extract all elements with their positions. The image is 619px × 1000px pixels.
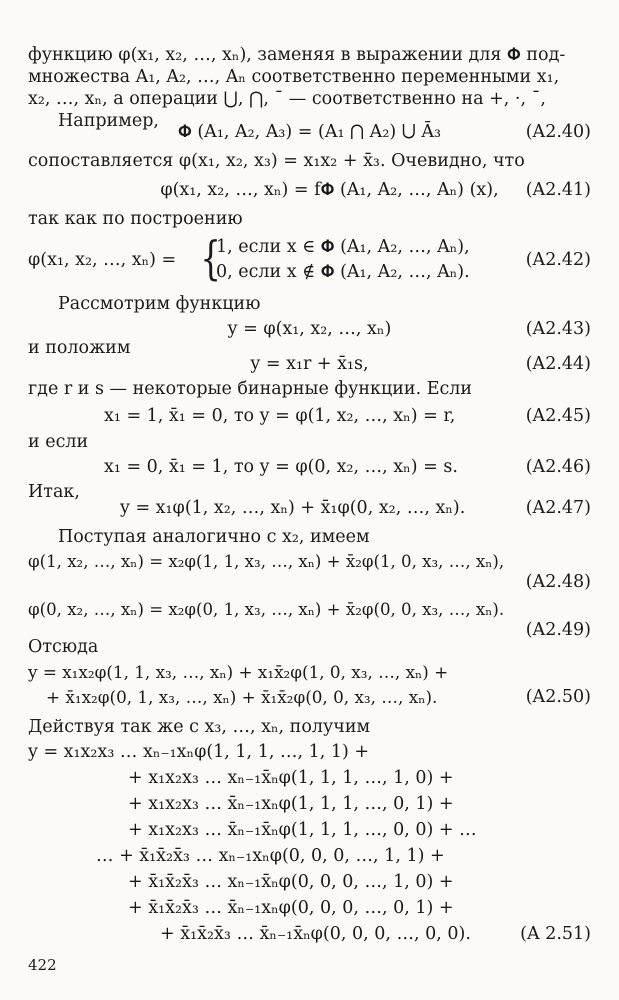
equation-a2-41 [28,179,591,201]
formula: y = x₁x₂φ(1, 1, x₃, …, xₙ) + x₁x̄₂φ(1, 0, x₃, …, xₙ) + [28,662,449,682]
text-line: Поступая аналогично с x₂, имеем [58,527,370,547]
equation-a2-51-last [28,923,591,945]
equation-a2-47 [28,497,591,519]
equation-a2-48 [28,551,591,573]
equation-number: (A2.46) [525,457,591,477]
text-line: Например, [58,111,159,131]
equation-a2-44 [28,353,591,375]
equation-number: (A2.49) [525,620,591,640]
equation-a2-51-line: + x₁x₂x₃ … x̄ₙ₋₁x̄ₙφ(1, 1, 1, …, 0, 0) + … [128,820,477,840]
equation-number: (A2.47) [525,498,591,518]
equation-a2-51-line: + x̄₁x̄₂x̄₃ … xₙ₋₁x̄ₙφ(0, 0, 0, …, 1, 0) + [128,872,454,892]
formula: x₁ = 1, x̄₁ = 0, то y = φ(1, x₂, …, xₙ) = r, [104,406,456,426]
equation-a2-40 [28,121,591,143]
equation-number: (A2.41) [525,180,591,200]
equation-a2-49 [28,599,591,621]
text-line: где r и s — некоторые бинарные функции. Если [28,379,473,399]
text-line: множества A₁, A₂, …, Aₙ соответственно переменными x₁, [28,67,560,87]
equation-number: (A 2.51) [520,924,591,944]
text-line: Отсюда [28,637,99,657]
formula: x₁ = 0, x̄₁ = 1, то y = φ(0, x₂, …, xₙ) = s. [104,457,458,477]
case-line: 1, если x ∈ 𝚽 (A₁, A₂, …, Aₙ), [216,237,470,257]
text-line: Итак, [28,482,80,502]
formula: + x̄₁x₂φ(0, 1, x₃, …, xₙ) + x̄₁x̄₂φ(0, 0, x₃, …, xₙ). [46,687,438,707]
text-line: и положим [28,338,131,358]
text-line: функцию φ(x₁, x₂, …, xₙ), заменяя в выражении для 𝚽 под- [28,45,566,65]
text-line: так как по построению [28,209,243,229]
formula: + x̄₁x̄₂x̄₃ … x̄ₙ₋₁x̄ₙφ(0, 0, 0, …, 0, 0). [160,924,471,944]
equation-number: (A2.44) [525,354,591,374]
curly-brace: { [200,231,221,285]
equation-a2-51-line: … + x̄₁x̄₂x̄₃ … xₙ₋₁xₙφ(0, 0, 0, …, 1, 1) + [96,846,445,866]
equation-a2-51-line: + x̄₁x̄₂x̄₃ … x̄ₙ₋₁xₙφ(0, 0, 0, …, 0, 1) + [128,898,454,918]
formula: y = x₁r + x̄₁s, [250,354,369,374]
equation-a2-50-line1 [28,661,591,683]
equation-a2-46 [28,456,591,478]
equation-a2-50-line2 [28,686,591,708]
text-line: сопоставляется φ(x₁, x₂, x₃) = x₁x₂ + x̄₃. Очевидно, что [28,151,525,171]
page-number: 422 [28,956,57,974]
formula: y = φ(x₁, x₂, …, xₙ) [227,319,392,339]
equation-a2-42 [28,231,591,285]
formula-lhs: φ(x₁, x₂, …, xₙ) = [28,250,177,270]
formula: φ(0, x₂, …, xₙ) = x₂φ(0, 1, x₃, …, xₙ) + x̄₂φ(0, 0, x₃, …, xₙ). [28,600,505,619]
equation-number: (A2.42) [525,250,591,270]
equation-a2-51-line: y = x₁x₂x₃ … xₙ₋₁xₙφ(1, 1, 1, …, 1, 1) + [28,742,370,762]
equation-a2-51-line: + x₁x₂x₃ … xₙ₋₁x̄ₙφ(1, 1, 1, …, 1, 0) + [128,768,454,788]
text-line: x₂, …, xₙ, а операции ⋃, ⋂, ¯ — соответственно на +, ·, ¯, [28,89,546,109]
equation-number: (A2.40) [525,122,591,142]
text-line: и если [28,432,89,452]
case-line: 0, если x ∉ 𝚽 (A₁, A₂, …, Aₙ). [216,262,470,282]
text-line: Действуя так же с x₃, …, xₙ, получим [28,717,371,737]
formula: y = x₁φ(1, x₂, …, xₙ) + x̄₁φ(0, x₂, …, xₙ). [120,498,466,518]
equation-number: (A2.45) [525,406,591,426]
equation-number: (A2.43) [525,319,591,339]
equation-a2-45 [28,405,591,427]
formula: φ(x₁, x₂, …, xₙ) = f𝚽 (A₁, A₂, …, Aₙ) (x), [160,180,499,200]
equation-number: (A2.50) [525,687,591,707]
equation-a2-51-line: + x₁x₂x₃ … x̄ₙ₋₁xₙφ(1, 1, 1, …, 0, 1) + [128,794,454,814]
formula: φ(1, x₂, …, xₙ) = x₂φ(1, 1, x₃, …, xₙ) + x̄₂φ(1, 0, x₃, …, xₙ), [28,552,505,571]
equation-number: (A2.48) [525,572,591,592]
text-line: Рассмотрим функцию [58,294,261,314]
formula: 𝚽 (A₁, A₂, A₃) = (A₁ ⋂ A₂) ⋃ Ā₃ [177,122,442,142]
